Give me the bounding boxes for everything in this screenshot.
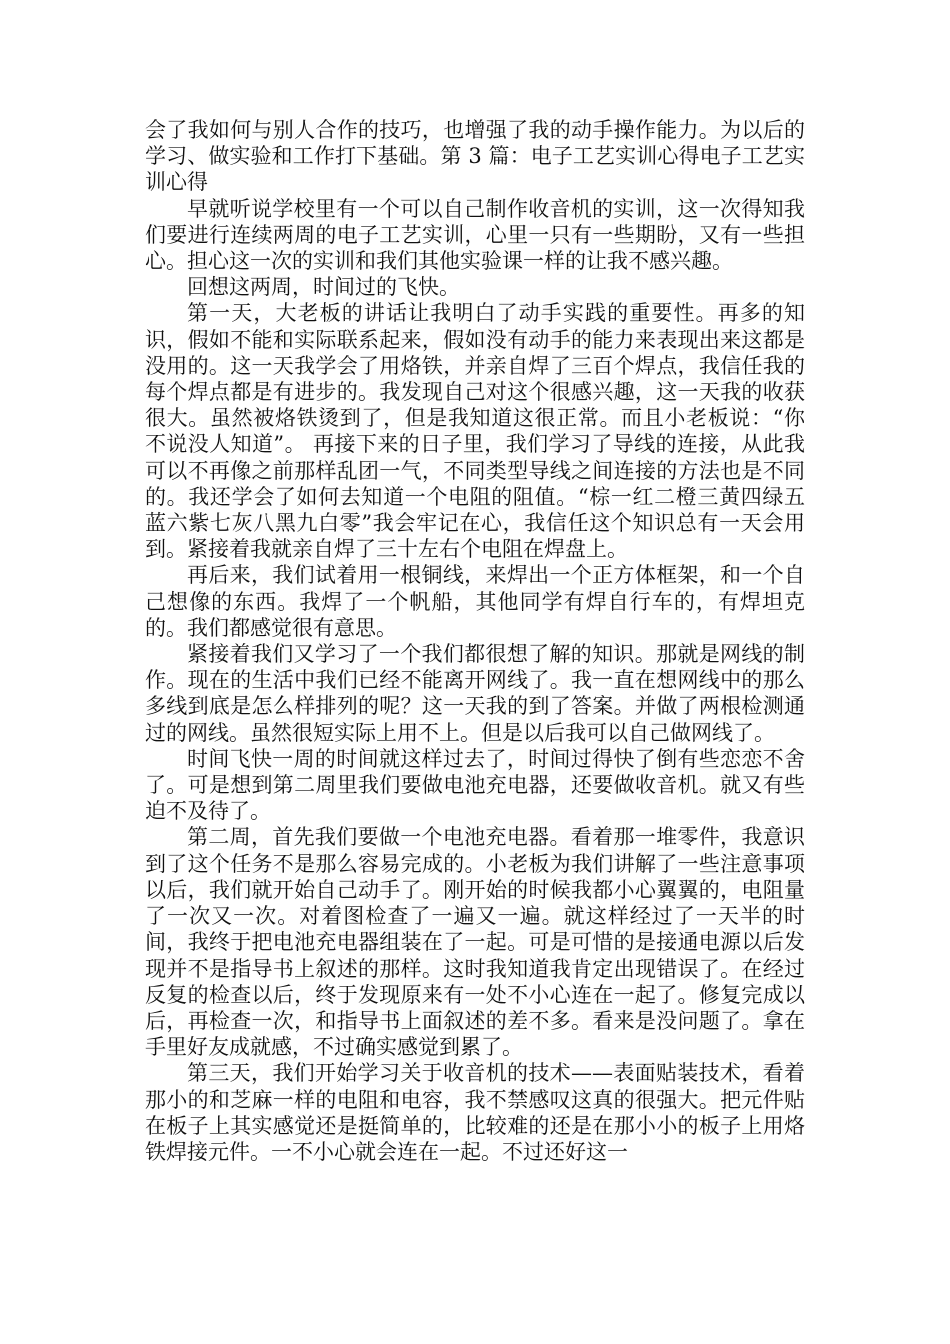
paragraph-day-one: 第一天，大老板的讲话让我明白了动手实践的重要性。再多的知识，假如不能和实际联系起来，假如没有动手的能力来表现出来这都是没用的。这一天我学会了用烙铁，并亲自焊了三百个焊点，我信任我的每个焊点都是有进步的。我发现自己对这个很感兴趣，这一天我的收获很大。虽然被烙铁烫到了，但是我知道这很正常。而且小老板说：“你不说没人知道”。 再接下来的日子里，我们学习了导线的连接，从此我可以不再像之前那样乱团一气，不同类型导线之间连接的方法也是不同的。我还学会了如何去知道一个电阻的阻值。“棕一红二橙三黄四绿五蓝六紫七灰八黑九白零”我会牢记在心，我信任这个知识总有一天会用到。紧接着我就亲自焊了三十左右个电阻在焊盘上。 <box>145 301 805 562</box>
paragraph-copper-frame: 再后来，我们试着用一根铜线，来焊出一个正方体框架，和一个自己想像的东西。我焊了一个帆船，其他同学有焊自行车的，有焊坦克的。我们都感觉很有意思。 <box>145 563 805 640</box>
document-body <box>145 117 805 1165</box>
paragraph-day-three-smt: 第三天，我们开始学习关于收音机的技术——表面贴装技术，看着那小的和芝麻一样的电阻和电容，我不禁感叹这真的很强大。把元件贴在板子上其实感觉还是挺简单的，比较难的还是在那小小的板子上用烙铁焊接元件。一不小心就会连在一起。不过还好这一 <box>145 1061 805 1164</box>
paragraph-continuation: 会了我如何与别人合作的技巧，也增强了我的动手操作能力。为以后的学习、做实验和工作打下基础。第 3 篇：电子工艺实训心得电子工艺实训心得 <box>145 118 805 195</box>
paragraph-week-one-end: 时间飞快一周的时间就这样过去了，时间过得快了倒有些恋恋不舍了。可是想到第二周里我们要做电池充电器，还要做收音机。就又有些迫不及待了。 <box>145 746 805 824</box>
paragraph-intro: 早就听说学校里有一个可以自己制作收音机的实训，这一次得知我们要进行连续两周的电子工艺实训，心里一只有一些期盼，又有一些担心。担心这一次的实训和我们其他实验课一样的让我不感兴趣。 <box>145 196 805 274</box>
paragraph-week-two-charger: 第二周，首先我们要做一个电池充电器。看着那一堆零件，我意识到了这个任务不是那么容易完成的。小老板为我们讲解了一些注意事项以后，我们就开始自己动手了。刚开始的时候我都小心翼翼的，电阻量了一次又一次。对着图检查了一遍又一遍。就这样经过了一天半的时间，我终于把电池充电器组装在了一起。可是可惜的是接通电源以后发现并不是指导书上叙述的那样。这时我知道我肯定出现错误了。在经过反复的检查以后，终于发现原来有一处不小心连在一起了。修复完成以后，再检查一次，和指导书上面叙述的差不多。看来是没问题了。拿在手里好友成就感，不过确实感觉到累了。 <box>145 825 805 1060</box>
paragraph-recall: 回想这两周，时间过的飞快。 <box>187 275 460 300</box>
paragraph-network-cable: 紧接着我们又学习了一个我们都很想了解的知识。那就是网线的制作。现在的生活中我们已经不能离开网线了。我一直在想网线中的那么多线到底是怎么样排列的呢？这一天我的到了答案。并做了两根检测通过的网线。虽然很短实际上用不上。但是以后我可以自己做网线了。 <box>145 642 805 745</box>
